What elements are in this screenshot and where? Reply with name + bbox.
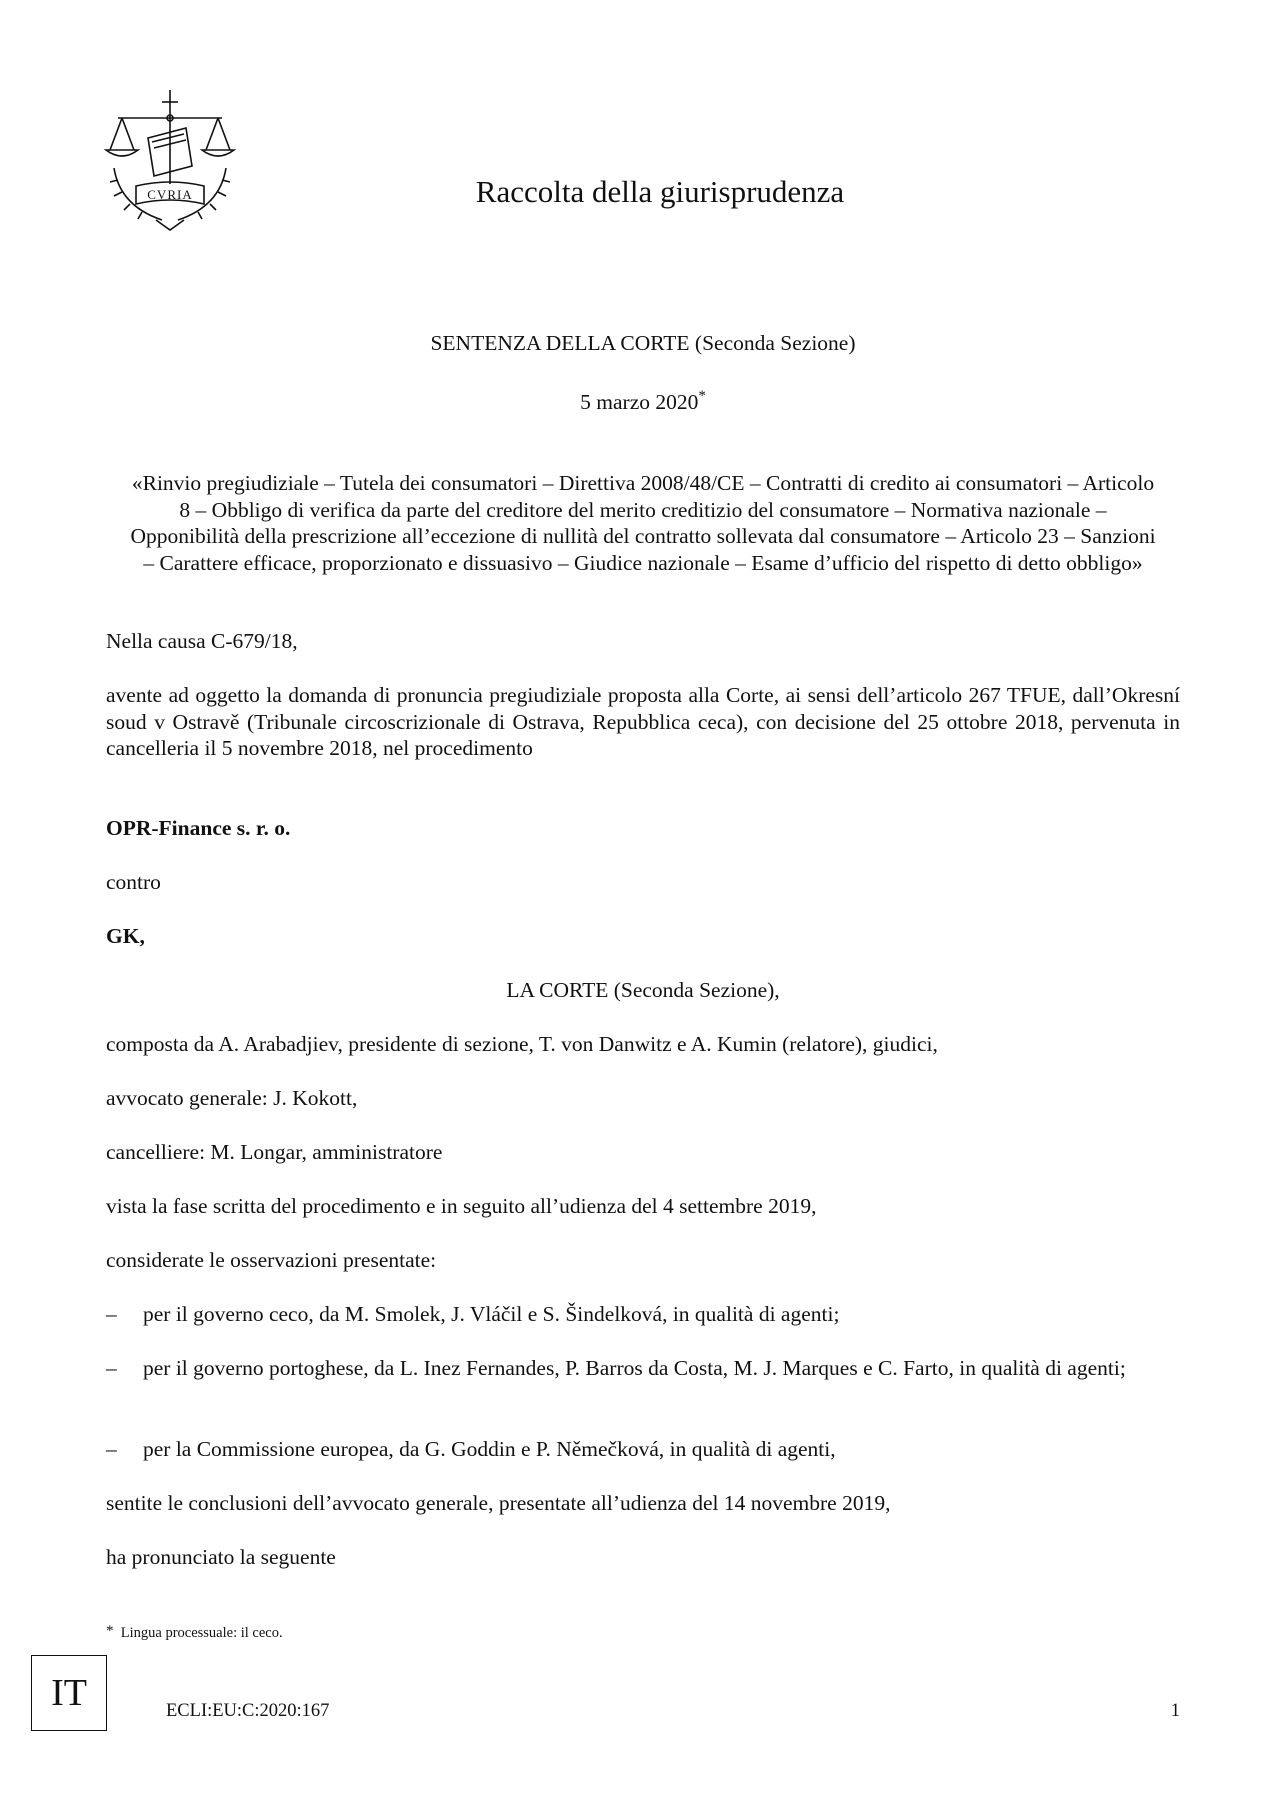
composition: composta da A. Arabadjiev, presidente di sezione, T. von Danwitz e A. Kumin (relatore), giudici, (106, 1032, 938, 1056)
registrar: cancelliere: M. Longar, amministratore (106, 1140, 443, 1164)
curia-logo (100, 88, 240, 238)
party-defendant: GK, (106, 924, 145, 948)
footnote (106, 1625, 806, 1642)
observation-text: per il governo portoghese, da L. Inez Fernandes, P. Barros da Costa, M. J. Marques e C. Farto, in qualità di agenti; (143, 1356, 1126, 1380)
date-text: 5 marzo 2020 (580, 390, 699, 414)
footnote-text: Lingua processuale: il ceco. (120, 1625, 283, 1641)
dash-marker: – (106, 1437, 117, 1461)
observation-item (106, 1301, 1180, 1328)
observation-text: per il governo ceco, da M. Smolek, J. Vláčil e S. Šindelková, in qualità di agenti; (143, 1302, 840, 1326)
observations-intro: considerate le osservazioni presentate: (106, 1248, 437, 1272)
procedure: vista la fase scritta del procedimento e in seguito all’udienza del 4 settembre 2019, (106, 1194, 817, 1218)
court-heading: LA CORTE (Seconda Sezione), (506, 978, 780, 1002)
scales-of-justice-icon (100, 88, 240, 238)
case-number: Nella causa C-679/18, (106, 629, 298, 653)
logo-label: CVRIA (147, 187, 193, 202)
party-applicant: OPR-Finance s. r. o. (106, 816, 291, 840)
judgment-date (106, 390, 1180, 415)
page-title: Raccolta della giurisprudenza (475, 174, 845, 209)
subject-keywords: «Rinvio pregiudiziale – Tutela dei consumatori – Direttiva 2008/48/CE – Contratti di credito ai consumatori – Articolo 8 – Obbligo di verifica da parte del creditore del merito creditizio del consumatore – Normativa nazionale – Opponibilità della prescrizione all’eccezione di nullità del contratto sollevata dal consumatore – Articolo 23 – Sanzioni – Carattere efficace, proporzionato e dissuasivo – Giudice nazionale – Esame d’ufficio del rispetto di detto obbligo» (130, 471, 1156, 575)
dash-marker: – (106, 1302, 117, 1326)
observation-item (106, 1436, 1180, 1463)
ecli-identifier: ECLI:EU:C:2020:167 (166, 1701, 330, 1721)
contro-label: contro (106, 870, 161, 894)
conclusions: sentite le conclusioni dell’avvocato generale, presentate all’udienza del 14 novembre 2019, (106, 1491, 891, 1515)
footnote-marker: * (106, 1623, 114, 1639)
language-code-box: IT (31, 1655, 107, 1731)
judgment-heading: SENTENZA DELLA CORTE (Seconda Sezione) (430, 331, 856, 355)
advocate-general: avvocato generale: J. Kokott, (106, 1086, 358, 1110)
observation-text: per la Commissione europea, da G. Goddin e P. Němečková, in qualità di agenti, (143, 1437, 836, 1461)
observation-item (106, 1355, 1180, 1382)
dash-marker: – (106, 1356, 117, 1380)
reference-paragraph: avente ad oggetto la domanda di pronuncia pregiudiziale proposta alla Corte, ai sensi dell’articolo 267 TFUE, dall’Okresní soud v Ostravě (Tribunale circoscrizionale di Ostrava, Repubblica ceca), con decisione del 25 ottobre 2018, pervenuta in cancelleria il 5 novembre 2018, nel procedimento (106, 683, 1180, 760)
footnote-reference: * (698, 388, 706, 404)
page-number: 1 (1170, 1701, 1180, 1721)
pronounce: ha pronunciato la seguente (106, 1545, 336, 1569)
